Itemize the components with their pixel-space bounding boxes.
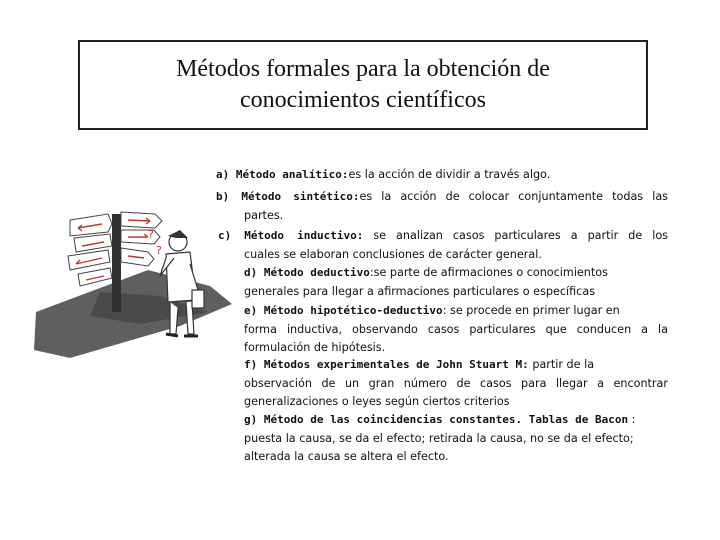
method-item-d	[244, 264, 668, 301]
svg-text:?: ?	[148, 228, 154, 241]
method-key-d: d) Método deductivo	[244, 266, 370, 279]
method-text-f-1: partir de la	[528, 358, 595, 371]
method-text-g-1: :	[628, 413, 636, 426]
method-text-d-1: :se parte de afirmaciones o conocimientos	[369, 266, 608, 279]
method-key-b: b) Método sintético:	[216, 190, 360, 203]
method-item-a	[216, 166, 668, 185]
method-text-b-2: partes.	[244, 208, 284, 222]
method-text-g-2: puesta la causa, se da el efecto; retirada la causa, no se da el efecto;	[244, 431, 634, 445]
method-text-f-2: observación de un gran número de casos para llegar a encontrar	[244, 376, 668, 390]
method-text-c-2: cuales se elaboran conclusiones de carácter general.	[244, 247, 542, 261]
method-text-g-3: alterada la causa se altera el efecto.	[244, 450, 449, 463]
method-key-c: c) Método inductivo:	[218, 229, 364, 242]
method-key-g: g) Método de las coincidencias constantes. Tablas de Bacon	[244, 413, 629, 426]
method-text-c-1: se analizan casos particulares a partir de los	[363, 229, 668, 242]
svg-text:?: ?	[156, 244, 162, 257]
method-text-f-3: generalizaciones o leyes según ciertos criterios	[244, 395, 510, 408]
method-text-e-3: formulación de hipótesis.	[244, 341, 386, 354]
method-text-a-1: es la acción de dividir a través algo.	[348, 168, 551, 181]
method-item-g	[244, 411, 668, 467]
method-text-e-2: forma inductiva, observando casos particulares que conducen a la	[244, 322, 668, 336]
slide-title-line-1: Métodos formales para la obtención de	[176, 56, 550, 82]
method-key-e: e) Método hipotético-deductivo	[244, 304, 443, 317]
method-text-e-1: : se procede en primer lugar en	[442, 304, 620, 317]
method-text-b-1: es la acción de colocar conjuntamente todas las	[359, 190, 668, 203]
method-text-d-2: generales para llegar a afirmaciones particulares o específicas	[244, 284, 596, 298]
method-item-f	[244, 356, 668, 412]
method-key-f: f) Métodos experimentales de John Stuart M:	[244, 358, 529, 371]
method-item-c	[218, 227, 668, 264]
slide-title-line-2: conocimientos científicos	[240, 87, 486, 113]
method-key-a: a) Método analítico:	[216, 168, 349, 181]
method-item-e	[244, 302, 668, 358]
method-item-b	[216, 188, 668, 225]
